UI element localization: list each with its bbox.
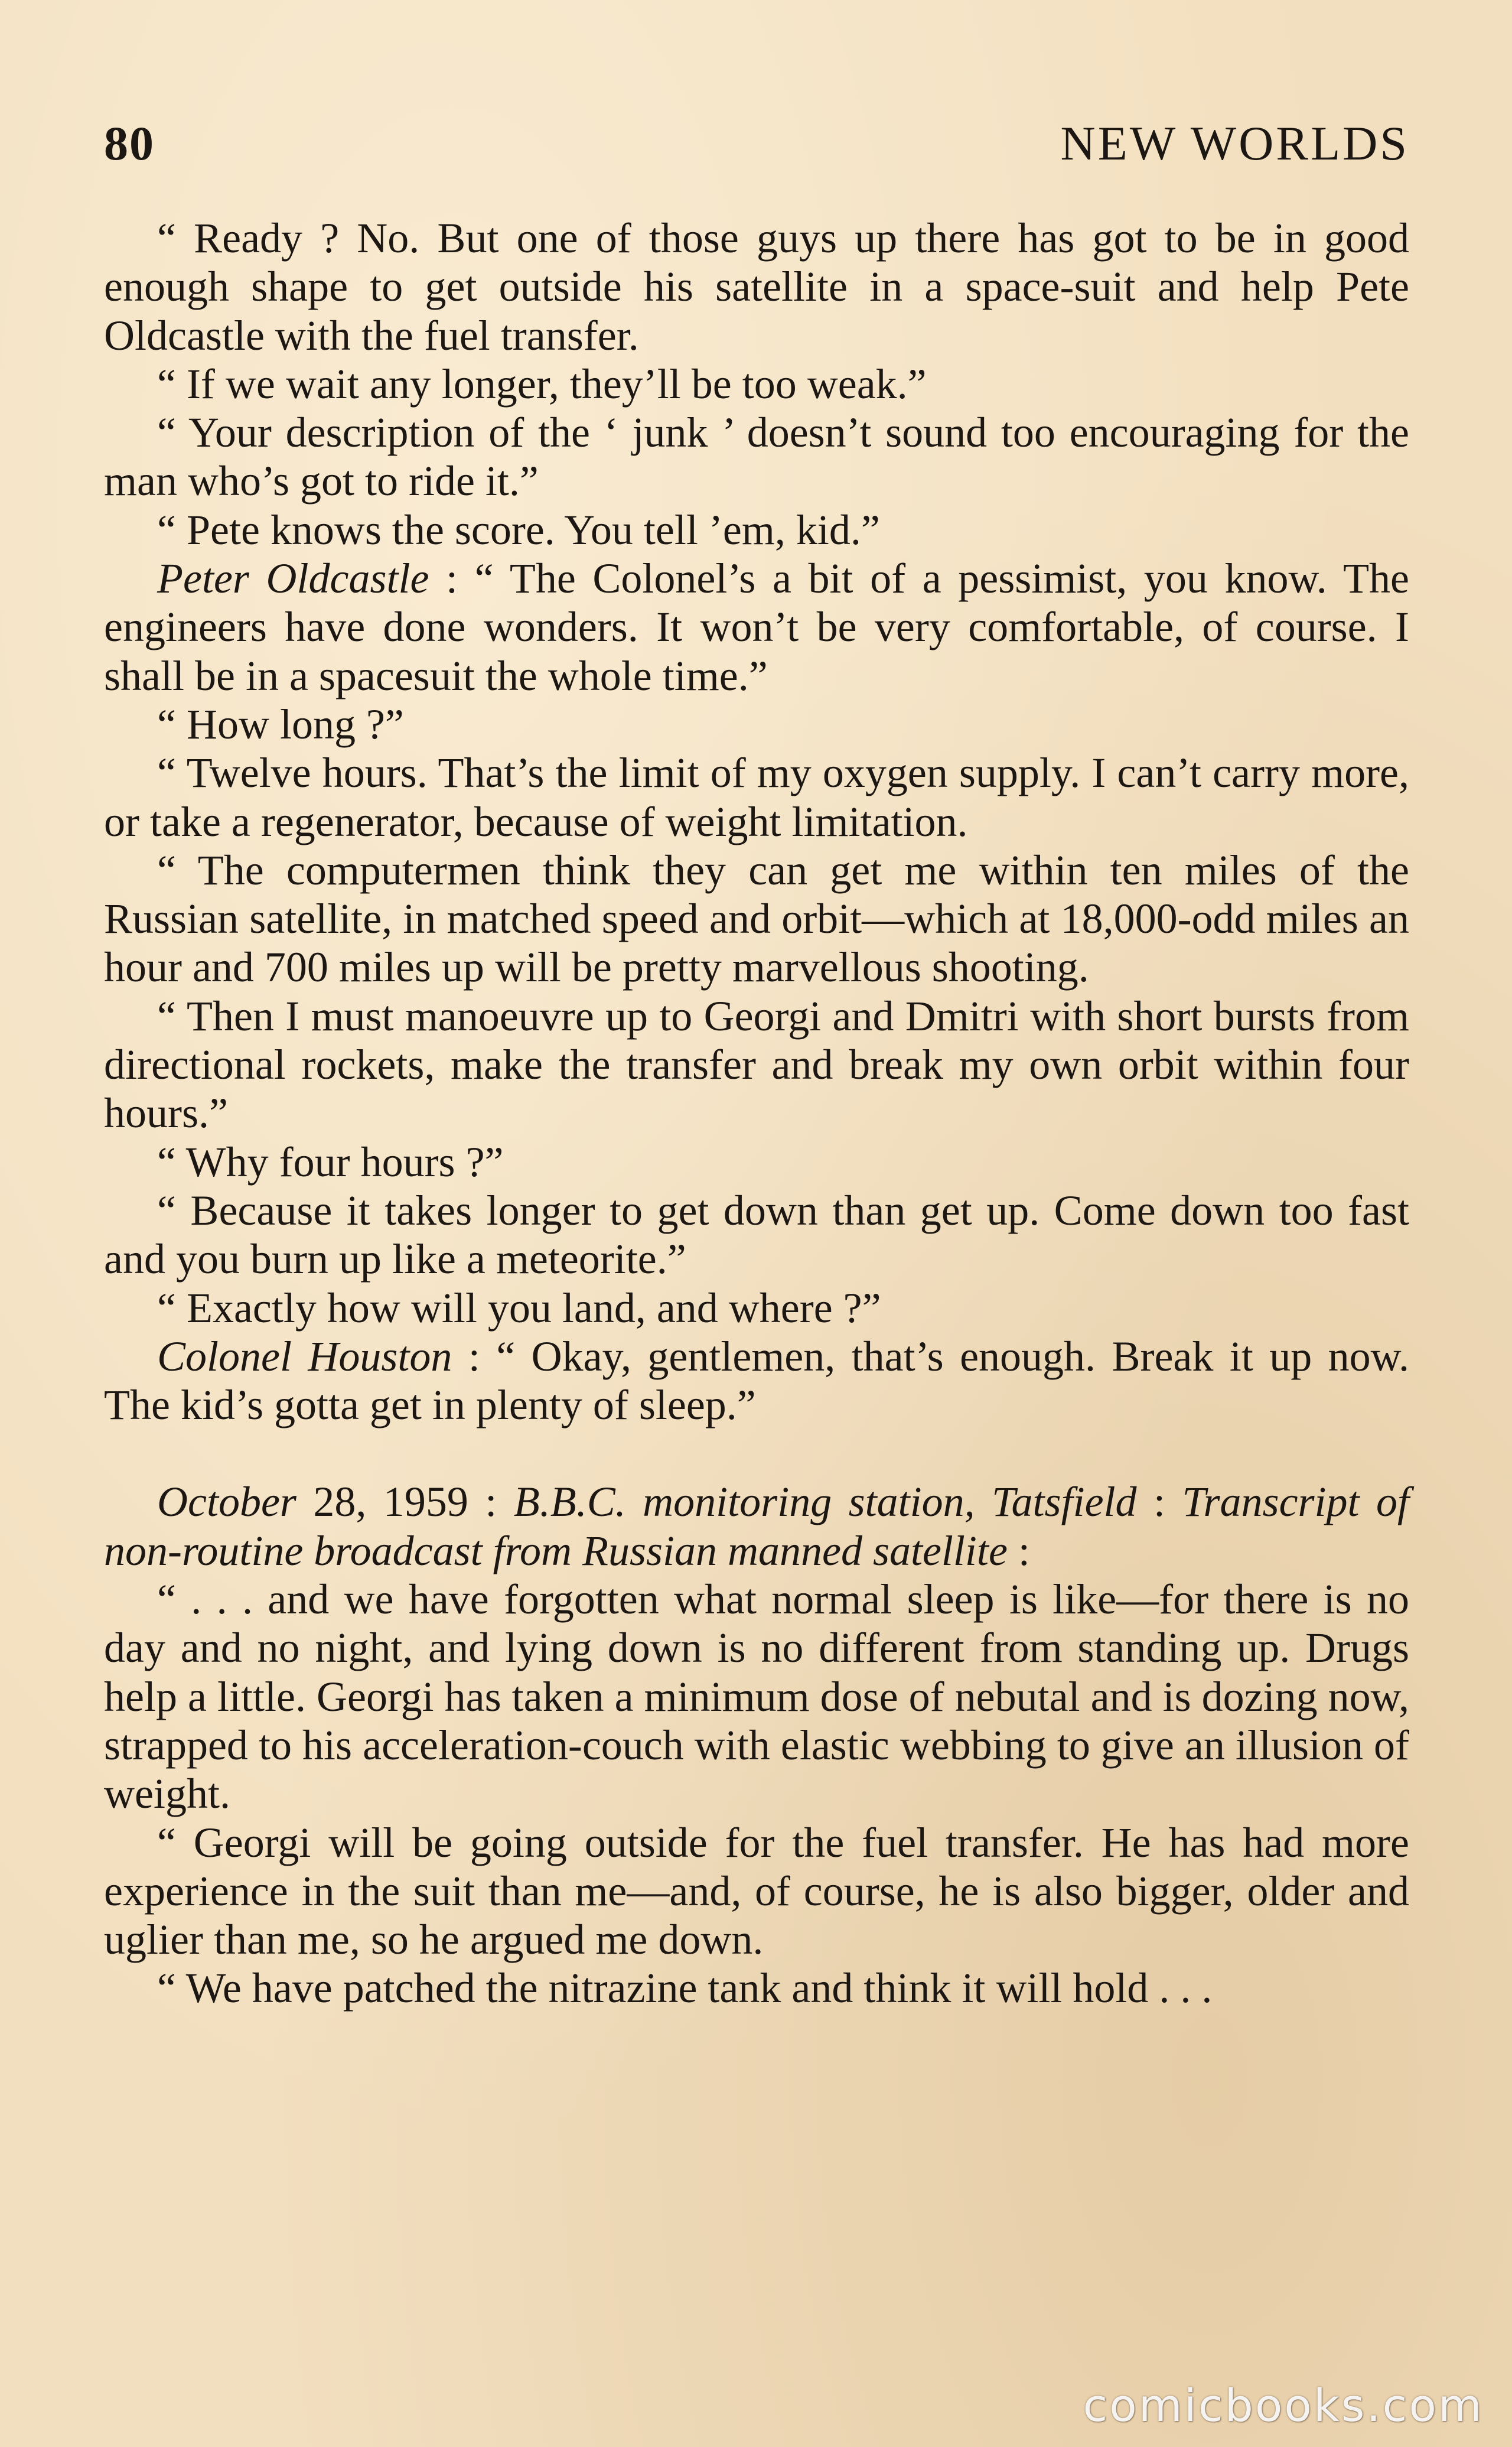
running-head: NEW WORLDS xyxy=(1060,116,1409,170)
page-number: 80 xyxy=(104,116,155,170)
speaker-name: Colonel Houston xyxy=(157,1332,452,1380)
body-text xyxy=(104,214,1409,2013)
speech-text: : “ The Colonel’s a bit of a pessimist, you know. The engineers have done wonders. It won’t be very comfortable, of course. I shall be in a spacesuit the whole time.” xyxy=(104,555,1410,699)
page-header xyxy=(104,116,1409,169)
paragraph: “ Then I must manoeuvre up to Georgi and Dmitri with short bursts from directional rockets, make the transfer and break my own orbit within four hours.” xyxy=(104,992,1409,1137)
paragraph: “ Pete knows the score. You tell ’em, kid.” xyxy=(157,506,880,554)
watermark: comicbooks.com xyxy=(1083,2379,1484,2432)
dateline-end: : xyxy=(1007,1527,1030,1574)
paragraph: “ We have patched the nitrazine tank and think it will hold . . . xyxy=(157,1964,1213,2012)
paragraph: “ Twelve hours. That’s the limit of my oxygen supply. I can’t carry more, or take a regenerator, because of weight limitation. xyxy=(104,749,1409,845)
paragraph: “ Georgi will be going outside for the fuel transfer. He has had more experience in the suit than me—and, of course, he is also bigger, older and uglier than me, so he argued me down. xyxy=(104,1818,1409,1964)
paragraph: “ Because it takes longer to get down than get up. Come down too fast and you burn up like a meteorite.” xyxy=(104,1186,1409,1283)
paragraph: “ The computermen think they can get me within ten miles of the Russian satellite, in matched speed and orbit—which at 18,000-odd miles an hour and 700 miles up will be pretty marvellous shooting. xyxy=(104,846,1409,991)
speech-text: : “ Okay, gentlemen, that’s enough. Break it up now. The kid’s gotta get in plenty of sleep.” xyxy=(104,1332,1409,1429)
dateline-transcript: Transcript of non-routine broadcast from Russian manned satellite xyxy=(104,1478,1409,1574)
dateline-station: B.B.C. monitoring station, Tatsfield xyxy=(513,1478,1137,1526)
paragraph: “ . . . and we have forgotten what normal sleep is like—for there is no day and no night, and lying down is no different from standing up. Drugs help a little. Georgi has taken a minimum dose of nebutal and is dozing now, strapped to his acceleration-couch with elastic webbing to give an illusion of weight. xyxy=(104,1576,1409,1818)
speaker-name: Peter Oldcastle xyxy=(157,555,429,603)
paragraph-houston xyxy=(104,1332,1409,1430)
dateline-separator: : xyxy=(1136,1478,1182,1526)
dateline-month: October xyxy=(157,1478,296,1526)
paragraph: “ If we wait any longer, they’ll be too weak.” xyxy=(157,360,927,408)
paragraph: “ Why four hours ?” xyxy=(157,1138,504,1186)
paragraph: “ Exactly how will you land, and where ?” xyxy=(157,1284,881,1332)
dateline-date: 28, 1959 : xyxy=(296,1478,514,1526)
paragraph: “ How long ?” xyxy=(157,700,404,748)
paragraph: “ Ready ? No. But one of those guys up there has got to be in good enough shape to get outside his satellite in a space-suit and help Pete Oldcastle with the fuel transfer. xyxy=(104,214,1409,359)
paragraph-oldcastle xyxy=(104,554,1409,700)
paragraph: “ Your description of the ‘ junk ’ doesn’t sound too encouraging for the man who’s got to ride it.” xyxy=(104,409,1409,505)
dateline-paragraph xyxy=(104,1478,1409,1575)
